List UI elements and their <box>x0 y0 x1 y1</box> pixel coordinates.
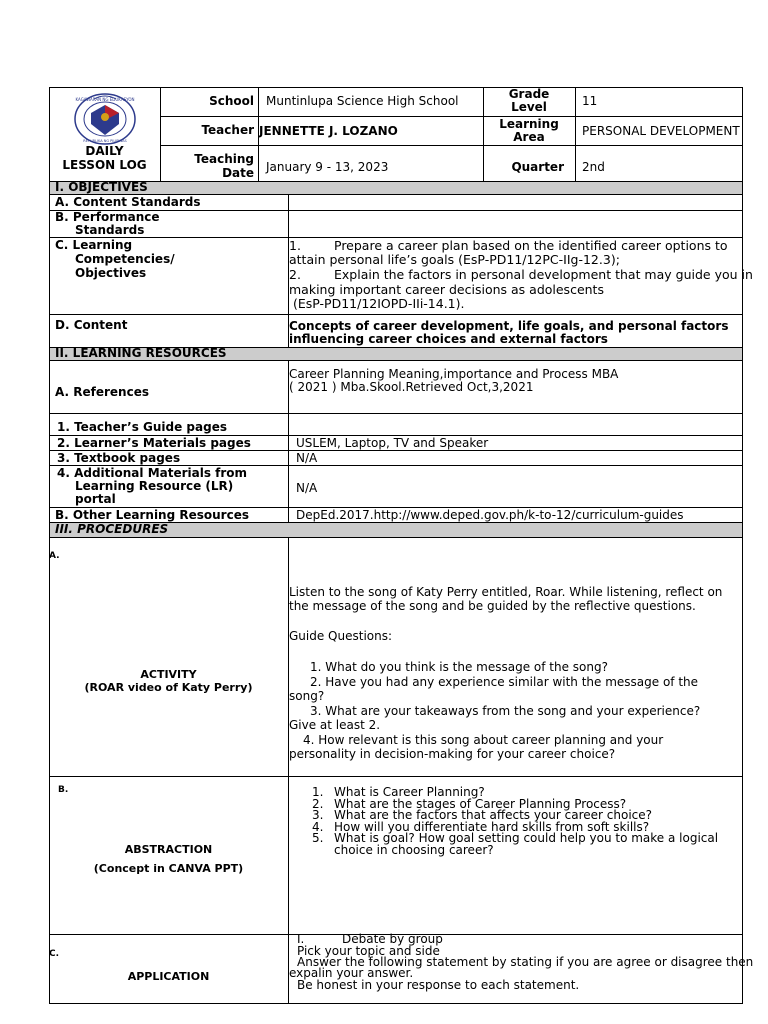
abstraction-item-5-number: 5. <box>312 831 324 845</box>
date-value: January 9 - 13, 2023 <box>266 160 389 174</box>
references-label: A. References <box>55 385 149 399</box>
additional-materials-label-3: portal <box>75 492 116 506</box>
teachers-guide-label: 1. Teacher’s Guide pages <box>57 420 227 434</box>
application-line1: Debate by group <box>342 932 443 946</box>
application-title: APPLICATION <box>127 970 210 983</box>
quarter-label: Quarter <box>511 160 564 174</box>
application-line3: Answer the following statement by stating if you are agree or disagree then <box>297 955 754 969</box>
competency-1-line1: Prepare a career plan based on the identified career options to <box>334 238 728 253</box>
competency-2-line3: (EsP-PD11/12IOPD-IIi-14.1). <box>293 296 465 311</box>
other-resources-label: B. Other Learning Resources <box>55 508 249 522</box>
grade-label-1: Grade <box>508 87 550 101</box>
application-line4: expalin your answer. <box>289 966 414 980</box>
performance-label-2: Standards <box>75 223 145 237</box>
competency-1-line2: attain personal life’s goals (EsP-PD11/12PC-IIg-12.3); <box>289 252 620 267</box>
abstraction-item-5-text: What is goal? How goal setting could help you to make a logical <box>334 831 719 845</box>
activity-title: ACTIVITY <box>140 668 197 681</box>
references-line1: Career Planning Meaning,importance and Process MBA <box>289 367 619 381</box>
learners-materials-label: 2. Learner’s Materials pages <box>57 436 251 450</box>
competencies-label-2: Competencies/ <box>75 252 175 266</box>
performance-label-1: B. Performance <box>55 210 160 224</box>
dll-title-line2: LESSON LOG <box>62 158 147 172</box>
activity-instruction-line2: the message of the song and be guided by the reflective questions. <box>289 599 696 613</box>
activity-letter: A. <box>49 551 60 561</box>
seal-top-text: KAGAWARAN NG EDUKASYON <box>75 97 135 102</box>
content-label: D. Content <box>55 318 128 332</box>
abstraction-letter: B. <box>58 785 69 795</box>
content-line2: influencing career choices and external factors <box>289 332 608 346</box>
teacher-value: JENNETTE J. LOZANO <box>259 124 398 138</box>
textbook-label: 3. Textbook pages <box>57 451 181 465</box>
application-letter: C. <box>49 949 60 959</box>
abstraction-item-3-number: 3. <box>312 808 324 822</box>
objectives-section-bar <box>49 181 743 195</box>
learners-materials-value: USLEM, Laptop, TV and Speaker <box>296 436 489 450</box>
additional-materials-label-2: Learning Resource (LR) <box>75 479 234 493</box>
school-label: School <box>209 94 254 108</box>
grade-value: 11 <box>582 94 598 108</box>
objectives-heading: I. OBJECTIVES <box>55 180 148 194</box>
abstraction-item-4-number: 4. <box>312 820 324 834</box>
guide-question-1: 1. What do you think is the message of the song? <box>310 660 608 674</box>
school-value: Muntinlupa Science High School <box>266 94 459 108</box>
application-line5: Be honest in your response to each statement. <box>297 978 580 992</box>
area-value: PERSONAL DEVELOPMENT <box>582 124 740 138</box>
competency-1-number: 1. <box>289 238 301 253</box>
competency-2-line2: making important career decisions as adolescents <box>289 282 604 297</box>
competency-2-number: 2. <box>289 267 301 282</box>
activity-instruction-line1: Listen to the song of Katy Perry entitled, Roar. While listening, reflect on <box>289 585 723 599</box>
deped-seal-logo <box>74 93 136 145</box>
dll-title-line1: DAILY <box>85 144 124 158</box>
guide-question-2a: 2. Have you had any experience similar with the message of the <box>310 675 699 689</box>
textbook-value: N/A <box>296 451 318 465</box>
abstraction-subtitle: (Concept in CANVA PPT) <box>93 862 244 875</box>
content-standards-label: A. Content Standards <box>55 195 201 209</box>
abstraction-item-1-text: What is Career Planning? <box>334 785 485 799</box>
additional-materials-label-1: 4. Additional Materials from <box>57 466 248 480</box>
abstraction-item-4-text: How will you differentiate hard skills from soft skills? <box>334 820 650 834</box>
quarter-value: 2nd <box>582 160 605 174</box>
competency-2-line1: Explain the factors in personal development that may guide you in <box>334 267 753 282</box>
guide-questions-label: Guide Questions: <box>289 629 393 643</box>
application-line2: Pick your topic and side <box>297 944 440 958</box>
area-label-2: Area <box>513 130 545 144</box>
abstraction-title: ABSTRACTION <box>124 843 213 856</box>
content-line1: Concepts of career development, life goals, and personal factors <box>289 319 729 333</box>
teacher-label: Teacher <box>201 123 254 137</box>
abstraction-item-2-text: What are the stages of Career Planning Process? <box>334 797 627 811</box>
abstraction-item-1-number: 1. <box>312 785 324 799</box>
other-resources-value: DepEd.2017.http://www.deped.gov.ph/k-to-12/curriculum-guides <box>296 508 684 522</box>
competencies-label-3: Objectives <box>75 266 147 280</box>
guide-question-3b: Give at least 2. <box>289 718 381 732</box>
activity-subtitle: (ROAR video of Katy Perry) <box>84 681 253 694</box>
abstraction-item-2-number: 2. <box>312 797 324 811</box>
area-label-1: Learning <box>499 117 559 131</box>
date-label-1: Teaching <box>194 152 254 166</box>
abstraction-item-3-text: What are the factors that affects your career choice? <box>334 808 653 822</box>
abstraction-item-5-continued: choice in choosing career? <box>334 843 494 857</box>
date-label-2: Date <box>222 166 254 180</box>
grade-label-2: Level <box>511 100 547 114</box>
references-line2: ( 2021 ) Mba.Skool.Retrieved Oct,3,2021 <box>289 380 534 394</box>
guide-question-2b: song? <box>289 689 325 703</box>
guide-question-4b: personality in decision-making for your career choice? <box>289 747 616 761</box>
procedures-heading: III. PROCEDURES <box>55 522 169 536</box>
competencies-label-1: C. Learning <box>55 238 133 252</box>
guide-question-3a: 3. What are your takeaways from the song and your experience? <box>310 704 701 718</box>
resources-heading: II. LEARNING RESOURCES <box>55 346 227 360</box>
application-line1-number: I. <box>297 932 305 946</box>
seal-bottom-text: REPUBLIKA NG PILIPINAS <box>83 139 127 143</box>
guide-question-4a: 4. How relevant is this song about career planning and your <box>303 733 664 747</box>
additional-materials-value: N/A <box>296 481 318 495</box>
